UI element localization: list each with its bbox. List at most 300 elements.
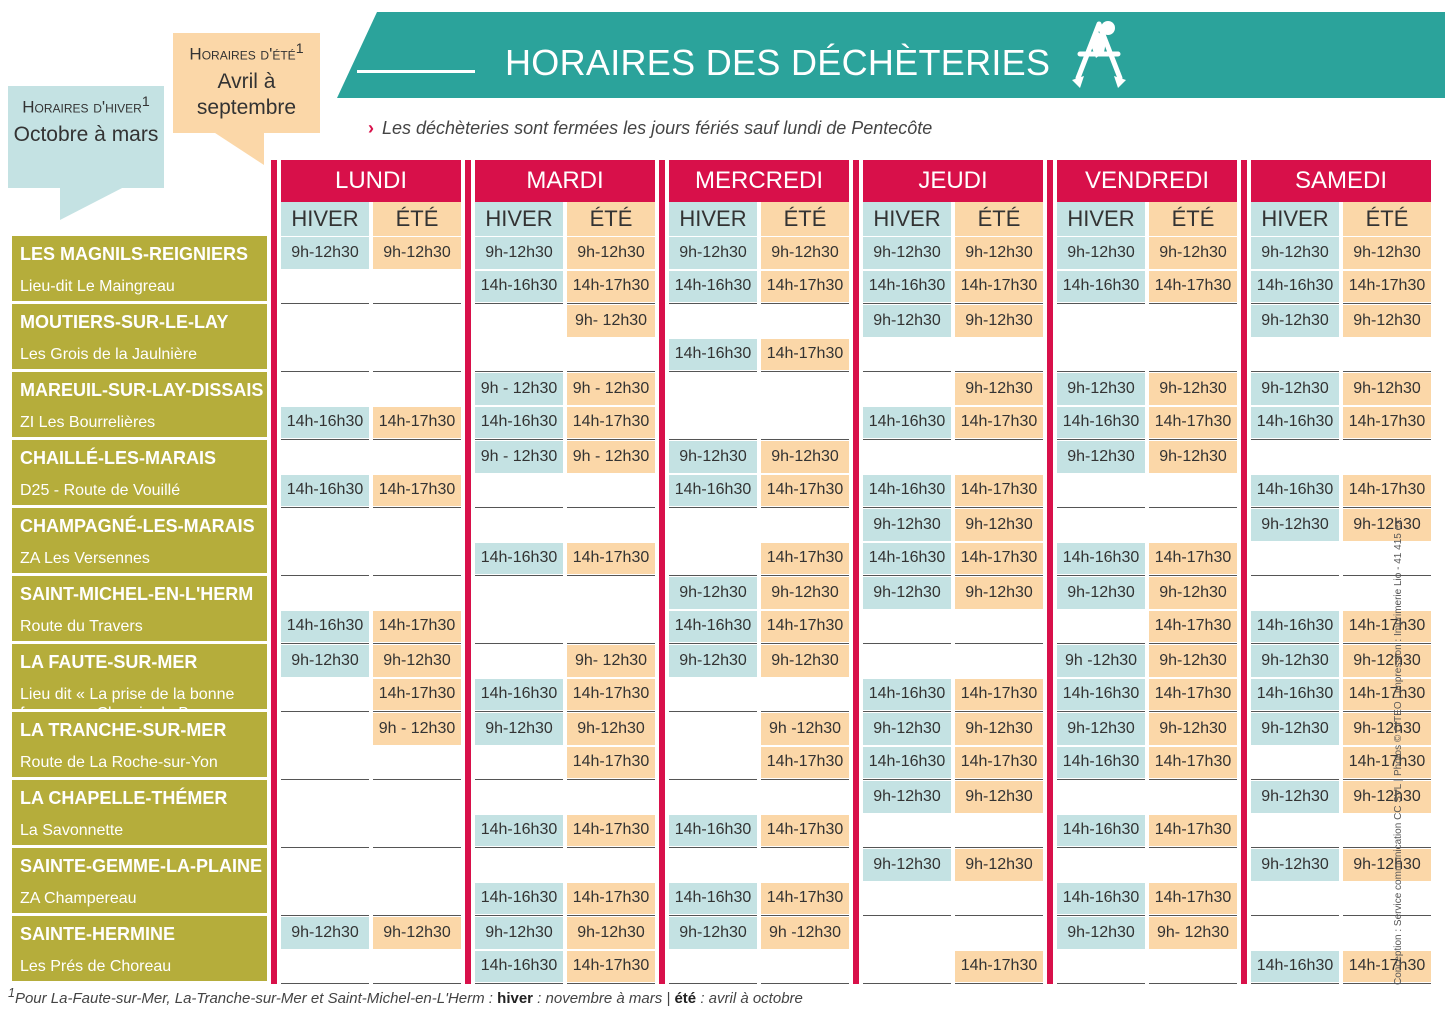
morning-slot: 9h - 12h30 bbox=[475, 441, 563, 473]
ete-cell bbox=[1149, 440, 1237, 508]
hiver-cell bbox=[863, 712, 951, 780]
site-address: ZI Les Bourrelières bbox=[20, 414, 156, 431]
morning-slot: 9h-12h30 bbox=[1343, 509, 1431, 541]
hiver-cell bbox=[475, 508, 563, 576]
site-cell bbox=[12, 440, 267, 508]
site-address: Les Grois de la Jaulnière bbox=[20, 346, 197, 363]
season-header-ete: ÉTÉ bbox=[373, 202, 461, 236]
hiver-cell bbox=[1057, 304, 1145, 372]
morning-slot bbox=[1149, 781, 1237, 813]
afternoon-slot: 14h-16h30 bbox=[281, 475, 369, 507]
afternoon-slot: 14h-17h30 bbox=[567, 543, 655, 575]
season-header-ete: ÉTÉ bbox=[955, 202, 1043, 236]
ete-cell bbox=[761, 372, 849, 440]
afternoon-slot: 14h-16h30 bbox=[1251, 951, 1339, 983]
ete-cell bbox=[1343, 916, 1431, 984]
afternoon-slot: 14h-16h30 bbox=[475, 407, 563, 439]
ete-cell bbox=[373, 848, 461, 916]
morning-slot bbox=[281, 577, 369, 609]
afternoon-slot: 14h-17h30 bbox=[955, 407, 1043, 439]
morning-slot bbox=[475, 781, 563, 813]
morning-slot: 9h-12h30 bbox=[475, 237, 563, 269]
footnote bbox=[8, 986, 803, 1007]
hiver-cell bbox=[1057, 236, 1145, 304]
site-address: Les Prés de Choreau bbox=[20, 958, 172, 975]
morning-slot bbox=[373, 373, 461, 405]
morning-slot: 9h-12h30 bbox=[475, 917, 563, 949]
hiver-cell bbox=[1057, 372, 1145, 440]
afternoon-slot bbox=[281, 543, 369, 575]
hiver-cell bbox=[281, 440, 369, 508]
summer-bubble-sup: 1 bbox=[295, 41, 304, 57]
morning-slot: 9h-12h30 bbox=[955, 509, 1043, 541]
ete-cell bbox=[567, 916, 655, 984]
ete-cell bbox=[955, 712, 1043, 780]
footnote-ete-label: été bbox=[674, 990, 697, 1007]
morning-slot: 9h-12h30 bbox=[1057, 373, 1145, 405]
afternoon-slot: 14h-16h30 bbox=[1251, 475, 1339, 507]
hiver-cell bbox=[475, 848, 563, 916]
site-cell bbox=[12, 304, 267, 372]
afternoon-slot bbox=[1149, 951, 1237, 983]
banner-decor-line bbox=[357, 70, 475, 73]
morning-slot bbox=[567, 577, 655, 609]
morning-slot: 9h- 12h30 bbox=[567, 305, 655, 337]
afternoon-slot: 14h-17h30 bbox=[373, 611, 461, 643]
winter-bubble-sup: 1 bbox=[141, 94, 150, 110]
ete-cell bbox=[955, 780, 1043, 848]
hiver-cell bbox=[863, 508, 951, 576]
site-name: LES MAGNILS-REIGNIERS bbox=[20, 244, 249, 264]
morning-slot: 9h-12h30 bbox=[1057, 237, 1145, 269]
ete-cell bbox=[1149, 644, 1237, 712]
morning-slot: 9h-12h30 bbox=[1057, 917, 1145, 949]
afternoon-slot bbox=[863, 951, 951, 983]
morning-slot bbox=[567, 509, 655, 541]
hiver-cell bbox=[669, 508, 757, 576]
hiver-cell bbox=[863, 304, 951, 372]
hiver-cell bbox=[669, 304, 757, 372]
afternoon-slot bbox=[1343, 815, 1431, 847]
hiver-cell bbox=[863, 780, 951, 848]
hiver-cell bbox=[1251, 780, 1339, 848]
afternoon-slot bbox=[475, 475, 563, 507]
morning-slot bbox=[1057, 509, 1145, 541]
ete-cell bbox=[761, 508, 849, 576]
afternoon-slot: 14h-17h30 bbox=[761, 543, 849, 575]
morning-slot: 9h-12h30 bbox=[373, 917, 461, 949]
afternoon-slot bbox=[1251, 339, 1339, 371]
hiver-cell bbox=[863, 916, 951, 984]
afternoon-slot bbox=[1251, 883, 1339, 915]
credit-line: Conception : Service communication CC SVL | Photos © CITEO | Impression : Imprimerie Lio - 41 415 ex. bbox=[1393, 517, 1404, 985]
morning-slot bbox=[863, 373, 951, 405]
afternoon-slot: 14h-17h30 bbox=[1149, 883, 1237, 915]
ete-cell bbox=[1149, 780, 1237, 848]
afternoon-slot: 14h-17h30 bbox=[567, 815, 655, 847]
afternoon-slot bbox=[373, 951, 461, 983]
ete-cell bbox=[1343, 440, 1431, 508]
hiver-cell bbox=[1251, 372, 1339, 440]
morning-slot: 9h-12h30 bbox=[1251, 781, 1339, 813]
morning-slot: 9h -12h30 bbox=[1057, 645, 1145, 677]
site-name: LA CHAPELLE-THÉMER bbox=[20, 788, 228, 808]
hiver-cell bbox=[1251, 440, 1339, 508]
site-cell bbox=[12, 508, 267, 576]
afternoon-slot bbox=[761, 407, 849, 439]
afternoon-slot: 14h-17h30 bbox=[567, 883, 655, 915]
day-header: MARDI bbox=[475, 160, 655, 202]
ete-cell bbox=[567, 712, 655, 780]
morning-slot bbox=[761, 373, 849, 405]
hiver-cell bbox=[669, 848, 757, 916]
afternoon-slot bbox=[761, 951, 849, 983]
afternoon-slot bbox=[669, 407, 757, 439]
afternoon-slot: 14h-17h30 bbox=[955, 475, 1043, 507]
site-name: CHAMPAGNÉ-LES-MARAIS bbox=[20, 516, 255, 536]
morning-slot: 9h-12h30 bbox=[1251, 645, 1339, 677]
afternoon-slot bbox=[1343, 543, 1431, 575]
ete-cell bbox=[1343, 372, 1431, 440]
hiver-cell bbox=[669, 440, 757, 508]
morning-slot: 9h-12h30 bbox=[863, 781, 951, 813]
site-name: MOUTIERS-SUR-LE-LAY bbox=[20, 312, 229, 332]
afternoon-slot: 14h-16h30 bbox=[475, 951, 563, 983]
morning-slot: 9h-12h30 bbox=[1343, 713, 1431, 745]
season-header-hiver: HIVER bbox=[281, 202, 369, 236]
afternoon-slot: 14h-17h30 bbox=[567, 951, 655, 983]
afternoon-slot bbox=[1057, 475, 1145, 507]
afternoon-slot bbox=[1251, 543, 1339, 575]
hiver-cell bbox=[863, 372, 951, 440]
season-header-ete: ÉTÉ bbox=[761, 202, 849, 236]
ete-cell bbox=[955, 372, 1043, 440]
morning-slot bbox=[1251, 917, 1339, 949]
afternoon-slot: 14h-16h30 bbox=[1251, 407, 1339, 439]
morning-slot bbox=[1251, 441, 1339, 473]
afternoon-slot bbox=[669, 951, 757, 983]
morning-slot bbox=[1057, 849, 1145, 881]
morning-slot bbox=[669, 781, 757, 813]
afternoon-slot bbox=[1149, 339, 1237, 371]
ete-cell bbox=[1343, 236, 1431, 304]
ete-cell bbox=[761, 848, 849, 916]
afternoon-slot: 14h-17h30 bbox=[1149, 271, 1237, 303]
season-header-hiver: HIVER bbox=[1057, 202, 1145, 236]
morning-slot: 9h-12h30 bbox=[863, 577, 951, 609]
site-address: D25 - Route de Vouillé bbox=[20, 482, 181, 499]
morning-slot bbox=[475, 849, 563, 881]
morning-slot: 9h-12h30 bbox=[1251, 509, 1339, 541]
morning-slot bbox=[1343, 917, 1431, 949]
morning-slot: 9h-12h30 bbox=[863, 509, 951, 541]
ete-cell bbox=[1149, 916, 1237, 984]
afternoon-slot bbox=[1057, 339, 1145, 371]
site-address: Lieu dit « La prise de la bonne bbox=[20, 686, 235, 703]
afternoon-slot: 14h-16h30 bbox=[1251, 679, 1339, 711]
hiver-cell bbox=[475, 372, 563, 440]
afternoon-slot: 14h-16h30 bbox=[863, 747, 951, 779]
hiver-cell bbox=[1251, 712, 1339, 780]
afternoon-slot: 14h-16h30 bbox=[1057, 747, 1145, 779]
afternoon-slot: 14h-16h30 bbox=[863, 407, 951, 439]
ete-cell bbox=[1149, 236, 1237, 304]
afternoon-slot bbox=[475, 611, 563, 643]
morning-slot bbox=[1343, 441, 1431, 473]
hiver-cell bbox=[1057, 644, 1145, 712]
morning-slot bbox=[761, 849, 849, 881]
chevron-right-icon: › bbox=[368, 118, 374, 138]
afternoon-slot bbox=[567, 339, 655, 371]
afternoon-slot: 14h-17h30 bbox=[1343, 747, 1431, 779]
ete-cell bbox=[1149, 372, 1237, 440]
ete-cell bbox=[1343, 780, 1431, 848]
afternoon-slot: 14h-17h30 bbox=[955, 747, 1043, 779]
morning-slot: 9h-12h30 bbox=[1251, 713, 1339, 745]
hiver-cell bbox=[475, 304, 563, 372]
afternoon-slot: 14h-16h30 bbox=[669, 271, 757, 303]
site-address: ZA Champereau bbox=[20, 890, 137, 907]
morning-slot: 9h - 12h30 bbox=[373, 713, 461, 745]
morning-slot bbox=[955, 645, 1043, 677]
morning-slot bbox=[281, 509, 369, 541]
afternoon-slot: 14h-16h30 bbox=[475, 543, 563, 575]
afternoon-slot: 14h-17h30 bbox=[761, 815, 849, 847]
morning-slot: 9h-12h30 bbox=[1251, 849, 1339, 881]
morning-slot: 9h-12h30 bbox=[281, 917, 369, 949]
afternoon-slot bbox=[373, 543, 461, 575]
hiver-cell bbox=[475, 780, 563, 848]
ete-cell bbox=[761, 712, 849, 780]
hiver-cell bbox=[475, 916, 563, 984]
afternoon-slot: 14h-17h30 bbox=[761, 271, 849, 303]
hiver-cell bbox=[1057, 440, 1145, 508]
afternoon-slot bbox=[955, 815, 1043, 847]
morning-slot bbox=[475, 509, 563, 541]
season-header-ete: ÉTÉ bbox=[567, 202, 655, 236]
hiver-cell bbox=[281, 916, 369, 984]
footnote-hiver-label: hiver bbox=[497, 990, 534, 1007]
morning-slot bbox=[955, 441, 1043, 473]
site-address: Route du Travers bbox=[20, 618, 143, 635]
ete-cell bbox=[955, 304, 1043, 372]
site-cell bbox=[12, 916, 267, 984]
afternoon-slot bbox=[1057, 951, 1145, 983]
morning-slot: 9h-12h30 bbox=[1149, 645, 1237, 677]
afternoon-slot bbox=[567, 475, 655, 507]
hiver-cell bbox=[1251, 576, 1339, 644]
site-cell bbox=[12, 236, 267, 304]
ete-cell bbox=[567, 644, 655, 712]
afternoon-slot: 14h-17h30 bbox=[761, 747, 849, 779]
recycling-person-icon bbox=[1068, 18, 1130, 90]
ete-cell bbox=[373, 712, 461, 780]
morning-slot: 9h-12h30 bbox=[475, 713, 563, 745]
morning-slot: 9h - 12h30 bbox=[475, 373, 563, 405]
site-name: SAINTE-GEMME-LA-PLAINE bbox=[20, 856, 262, 876]
summer-bubble-title: Horaires d'été bbox=[189, 44, 296, 64]
hiver-cell bbox=[1057, 576, 1145, 644]
season-header-hiver: HIVER bbox=[669, 202, 757, 236]
ete-cell bbox=[955, 644, 1043, 712]
afternoon-slot: 14h-17h30 bbox=[567, 679, 655, 711]
ete-cell bbox=[761, 644, 849, 712]
morning-slot: 9h-12h30 bbox=[1251, 237, 1339, 269]
morning-slot: 9h-12h30 bbox=[863, 713, 951, 745]
morning-slot: 9h-12h30 bbox=[761, 577, 849, 609]
afternoon-slot: 14h-17h30 bbox=[1149, 407, 1237, 439]
morning-slot: 9h-12h30 bbox=[1343, 237, 1431, 269]
ete-cell bbox=[761, 304, 849, 372]
morning-slot bbox=[761, 509, 849, 541]
day-header: MERCREDI bbox=[669, 160, 849, 202]
ete-cell bbox=[1149, 848, 1237, 916]
afternoon-slot: 14h-17h30 bbox=[373, 679, 461, 711]
site-address: Route de La Roche-sur-Yon bbox=[20, 754, 218, 771]
morning-slot bbox=[955, 917, 1043, 949]
hiver-cell bbox=[1057, 780, 1145, 848]
ete-cell bbox=[761, 916, 849, 984]
site-name: SAINT-MICHEL-EN-L'HERM bbox=[20, 584, 254, 604]
hiver-cell bbox=[669, 236, 757, 304]
morning-slot bbox=[373, 577, 461, 609]
ete-cell bbox=[761, 440, 849, 508]
hiver-cell bbox=[1251, 508, 1339, 576]
day-separator-bar bbox=[271, 160, 277, 984]
hiver-cell bbox=[475, 644, 563, 712]
morning-slot: 9h-12h30 bbox=[373, 237, 461, 269]
hiver-cell bbox=[1251, 848, 1339, 916]
hiver-cell bbox=[1057, 916, 1145, 984]
morning-slot bbox=[475, 645, 563, 677]
morning-slot: 9h - 12h30 bbox=[567, 441, 655, 473]
afternoon-slot: 14h-16h30 bbox=[475, 883, 563, 915]
afternoon-slot bbox=[281, 815, 369, 847]
morning-slot: 9h-12h30 bbox=[1343, 373, 1431, 405]
morning-slot bbox=[1149, 305, 1237, 337]
hiver-cell bbox=[475, 236, 563, 304]
morning-slot: 9h-12h30 bbox=[1343, 781, 1431, 813]
ete-cell bbox=[955, 848, 1043, 916]
afternoon-slot: 14h-16h30 bbox=[1251, 271, 1339, 303]
afternoon-slot: 14h-16h30 bbox=[475, 815, 563, 847]
morning-slot: 9h-12h30 bbox=[281, 237, 369, 269]
morning-slot bbox=[281, 305, 369, 337]
morning-slot: 9h-12h30 bbox=[1343, 305, 1431, 337]
morning-slot: 9h-12h30 bbox=[567, 713, 655, 745]
site-address: ZA Les Versennes bbox=[20, 550, 150, 567]
morning-slot bbox=[761, 305, 849, 337]
page-title: HORAIRES DES DÉCHÈTERIES bbox=[505, 42, 1051, 83]
morning-slot: 9h-12h30 bbox=[863, 237, 951, 269]
afternoon-slot bbox=[863, 815, 951, 847]
hiver-cell bbox=[863, 576, 951, 644]
ete-cell bbox=[373, 304, 461, 372]
hiver-cell bbox=[863, 848, 951, 916]
morning-slot: 9h-12h30 bbox=[1057, 577, 1145, 609]
ete-cell bbox=[955, 440, 1043, 508]
hiver-cell bbox=[281, 576, 369, 644]
ete-cell bbox=[567, 780, 655, 848]
morning-slot bbox=[669, 509, 757, 541]
morning-slot bbox=[1057, 781, 1145, 813]
hiver-cell bbox=[863, 440, 951, 508]
morning-slot bbox=[567, 849, 655, 881]
day-header: LUNDI bbox=[281, 160, 461, 202]
morning-slot bbox=[281, 713, 369, 745]
footnote-ete-text: : avril à octobre bbox=[696, 990, 803, 1007]
afternoon-slot: 14h-16h30 bbox=[1251, 611, 1339, 643]
morning-slot: 9h-12h30 bbox=[761, 645, 849, 677]
morning-slot bbox=[373, 509, 461, 541]
morning-slot: 9h-12h30 bbox=[955, 849, 1043, 881]
site-address: Lieu-dit Le Maingreau bbox=[20, 278, 175, 295]
morning-slot bbox=[669, 373, 757, 405]
afternoon-slot: 14h-17h30 bbox=[1343, 951, 1431, 983]
afternoon-slot: 14h-16h30 bbox=[1057, 543, 1145, 575]
day-separator-bar bbox=[1241, 160, 1247, 984]
ete-cell bbox=[567, 236, 655, 304]
ete-cell bbox=[955, 916, 1043, 984]
morning-slot: 9h-12h30 bbox=[1149, 373, 1237, 405]
winter-bubble-text: Octobre à mars bbox=[13, 122, 159, 146]
hiver-cell bbox=[669, 916, 757, 984]
morning-slot: 9h -12h30 bbox=[761, 713, 849, 745]
hiver-cell bbox=[281, 848, 369, 916]
morning-slot: 9h-12h30 bbox=[761, 441, 849, 473]
site-cell bbox=[12, 644, 267, 712]
morning-slot: 9h- 12h30 bbox=[567, 645, 655, 677]
afternoon-slot bbox=[1251, 747, 1339, 779]
morning-slot bbox=[1343, 577, 1431, 609]
afternoon-slot bbox=[373, 339, 461, 371]
morning-slot: 9h-12h30 bbox=[1149, 237, 1237, 269]
afternoon-slot bbox=[281, 747, 369, 779]
hiver-cell bbox=[669, 712, 757, 780]
site-cell bbox=[12, 712, 267, 780]
ete-cell bbox=[1149, 508, 1237, 576]
afternoon-slot bbox=[669, 543, 757, 575]
morning-slot bbox=[669, 849, 757, 881]
footnote-sup: 1 bbox=[8, 986, 15, 1000]
afternoon-slot bbox=[475, 747, 563, 779]
ete-cell bbox=[567, 576, 655, 644]
afternoon-slot: 14h-17h30 bbox=[567, 747, 655, 779]
morning-slot: 9h-12h30 bbox=[1343, 849, 1431, 881]
hiver-cell bbox=[281, 644, 369, 712]
afternoon-slot: 14h-16h30 bbox=[281, 407, 369, 439]
afternoon-slot: 14h-17h30 bbox=[1343, 475, 1431, 507]
afternoon-slot bbox=[373, 883, 461, 915]
ete-cell bbox=[1149, 304, 1237, 372]
season-header-hiver: HIVER bbox=[863, 202, 951, 236]
hiver-cell bbox=[475, 712, 563, 780]
morning-slot: 9h-12h30 bbox=[1057, 441, 1145, 473]
ete-cell bbox=[373, 644, 461, 712]
footnote-hiver-text: : novembre à mars | bbox=[533, 990, 675, 1007]
afternoon-slot: 14h-17h30 bbox=[1343, 679, 1431, 711]
site-name: MAREUIL-SUR-LAY-DISSAIS bbox=[20, 380, 264, 400]
afternoon-slot: 14h-16h30 bbox=[863, 475, 951, 507]
morning-slot bbox=[281, 781, 369, 813]
morning-slot: 9h-12h30 bbox=[761, 237, 849, 269]
afternoon-slot: 14h-17h30 bbox=[955, 271, 1043, 303]
morning-slot bbox=[373, 781, 461, 813]
morning-slot: 9h- 12h30 bbox=[1149, 917, 1237, 949]
footnote-text: Pour La-Faute-sur-Mer, La-Tranche-sur-Mer et Saint-Michel-en-L'Herm : bbox=[14, 990, 498, 1007]
site-cell bbox=[12, 848, 267, 916]
hiver-cell bbox=[281, 236, 369, 304]
